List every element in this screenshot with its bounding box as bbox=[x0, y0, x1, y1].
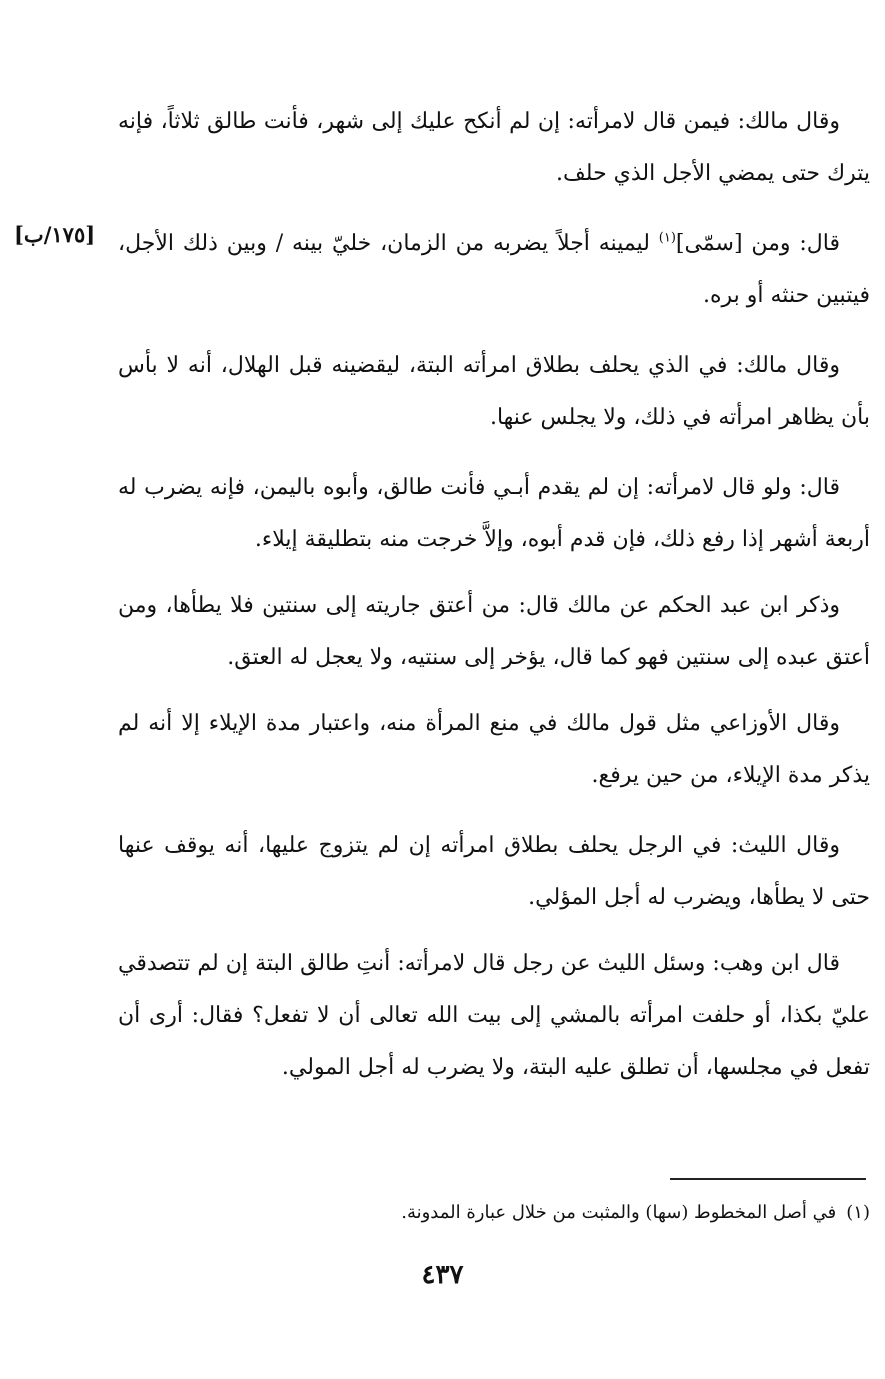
manuscript-folio-reference: [١٧٥/ب] bbox=[14, 222, 96, 247]
paragraph-1: وقال مالك: فيمن قال لامرأته: إن لم أنكح عليك إلى شهر، فأنت طالق ثلاثاً، فإنه يترك حتى يمضي الأجل الذي حلف. bbox=[118, 109, 870, 186]
paragraph-5: وذكر ابن عبد الحكم عن مالك قال: من أعتق جاريته إلى سنتين فلا يطأها، ومن أعتق عبده إلى سنتين فهو كما قال، يؤخر إلى سنتيه، ولا يعجل له العتق. bbox=[118, 593, 870, 670]
paragraph-6: وقال الأوزاعي مثل قول مالك في منع المرأة منه، واعتبار مدة الإيلاء إلا أنه لم يذكر مدة الإيلاء، من حين يرفع. bbox=[118, 711, 870, 788]
paragraph-2-start: قال: ومن [سمّى] bbox=[675, 231, 841, 256]
footnote-divider bbox=[670, 1178, 866, 1180]
paragraph-8: قال ابن وهب: وسئل الليث عن رجل قال لامرأته: أنتِ طالق البتة إن لم تتصدقي عليّ بكذا، أو حلفت امرأته بالمشي إلى بيت الله تعالى أن لا تفعل؟ فقال: أرى أن تفعل في مجلسها، أن تطلق عليه البتة، ولا يضرب له أجل المولي. bbox=[118, 951, 870, 1080]
footnote bbox=[118, 1196, 870, 1230]
footnote-number: (١) bbox=[846, 1202, 870, 1223]
paragraph-7: وقال الليث: في الرجل يحلف بطلاق امرأته إن لم يتزوج عليها، أنه يوقف عنها حتى لا يطأها، ويضرب له أجل المؤلي. bbox=[118, 833, 870, 910]
paragraph-2 bbox=[118, 218, 870, 322]
paragraph-2-end: ليمينه أجلاً يضربه من الزمان، خليّ بينه / وبين ذلك الأجل، فيتبين حنثه أو بره. bbox=[118, 231, 870, 308]
main-text bbox=[118, 96, 870, 1112]
paragraph-3: وقال مالك: في الذي يحلف بطلاق امرأته البتة، ليقضينه قبل الهلال، أنه لا بأس بأن يظاهر امرأته في ذلك، ولا يجلس عنها. bbox=[118, 353, 870, 430]
paragraph-4: قال: ولو قال لامرأته: إن لم يقدم أبـي فأنت طالق، وأبوه باليمن، فإنه يضرب له أربعة أشهر إذا رفع ذلك، فإن قدم أبوه، وإلاَّ خرجت منه بتطليقة إيلاء. bbox=[118, 475, 870, 552]
footnote-text: في أصل المخطوط (سها) والمثبت من خلال عبارة المدونة. bbox=[401, 1202, 837, 1223]
footnote-marker: (١) bbox=[658, 230, 676, 246]
page-number: ٤٣٧ bbox=[421, 1260, 464, 1290]
